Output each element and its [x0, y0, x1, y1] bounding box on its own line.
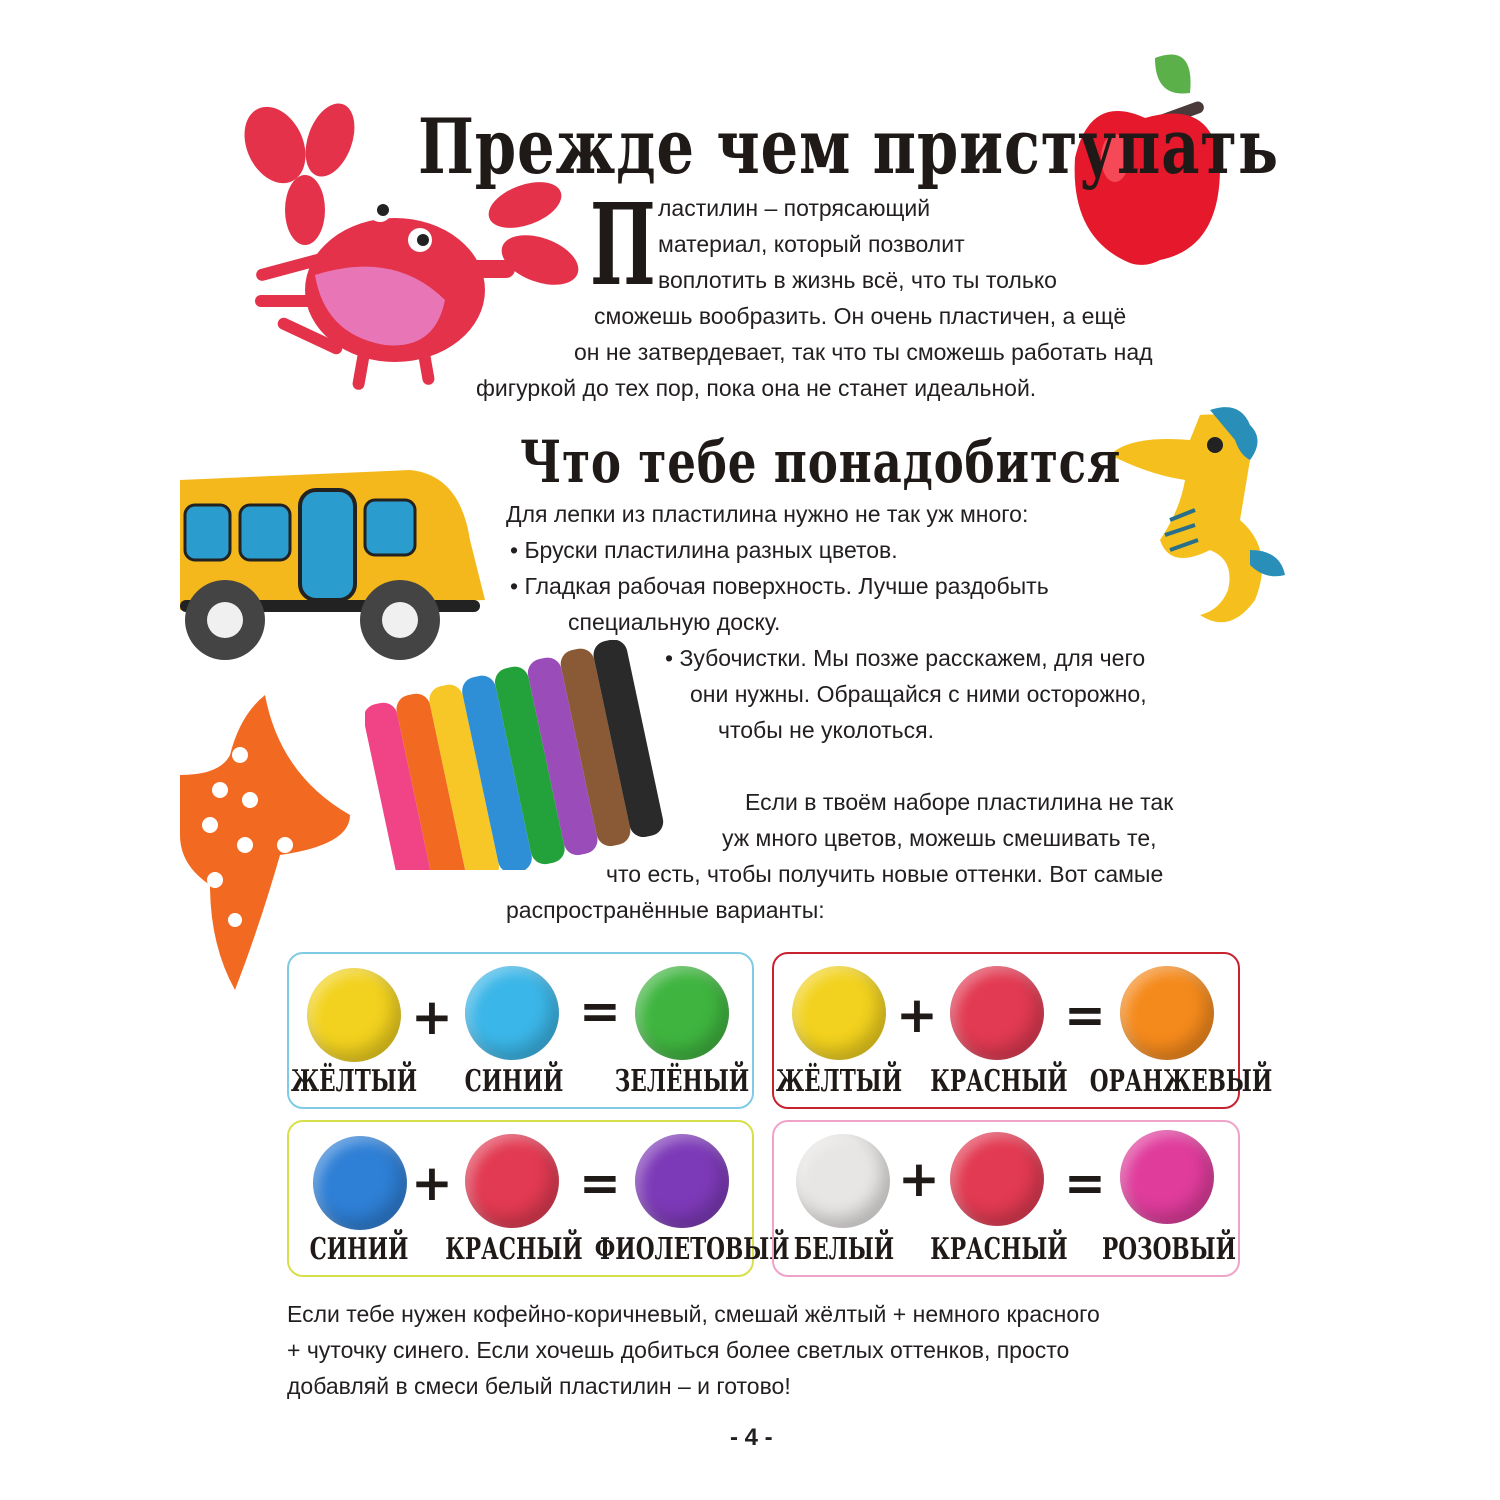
color-label: ФИОЛЕТОВЫЙ: [594, 1232, 790, 1267]
needs-item-3-cont: они нужны. Обращайся с ними осторожно,: [690, 681, 1147, 707]
page-number: - 4 -: [730, 1424, 773, 1451]
plus-sign: +: [898, 1150, 940, 1208]
mix-box-purple: [287, 1120, 790, 1277]
color-label: БЕЛЫЙ: [793, 1232, 895, 1267]
color-label: СИНИЙ: [309, 1232, 409, 1267]
mixing-intro-line-4: распространённые варианты:: [506, 897, 825, 923]
intro-line-5: он не затвердевает, так что ты сможешь работать над: [574, 339, 1153, 365]
intro-line-3: воплотить в жизнь всё, что ты только: [658, 267, 1057, 293]
intro-line-1: ластилин – потрясающий: [658, 195, 931, 221]
color-label: ЖЁЛТЫЙ: [775, 1064, 903, 1099]
plus-sign: +: [411, 1154, 453, 1212]
page-title: Прежде чем приступать: [418, 102, 1279, 191]
equals-sign: =: [1064, 986, 1106, 1044]
clay-ball-blue: [465, 966, 559, 1060]
intro-line-6: фигуркой до тех пор, пока она не станет идеальной.: [476, 375, 1037, 401]
plus-sign: +: [411, 988, 453, 1046]
tip-line-3: добавляй в смеси белый пластилин – и готово!: [287, 1373, 791, 1399]
plus-sign: +: [896, 986, 938, 1044]
clay-ball-pink: [1120, 1130, 1214, 1224]
tip-line-2: + чуточку синего. Если хочешь добиться более светлых оттенков, просто: [287, 1337, 1070, 1363]
color-label: ОРАНЖЕВЫЙ: [1089, 1064, 1273, 1099]
clay-ball-yellow: [307, 968, 401, 1062]
needs-intro: Для лепки из пластилина нужно не так уж много:: [506, 501, 1029, 527]
mixing-intro-line-3: что есть, чтобы получить новые оттенки. Вот самые: [606, 861, 1164, 887]
intro-line-4: сможешь вообразить. Он очень пластичен, а ещё: [594, 303, 1127, 329]
equals-sign: =: [579, 982, 621, 1040]
mixing-intro-line-1: Если в твоём наборе пластилина не так: [745, 789, 1174, 815]
clay-ball-red: [950, 1132, 1044, 1226]
clay-ball-white: [796, 1134, 890, 1228]
equals-sign: =: [579, 1154, 621, 1212]
tip-line-1: Если тебе нужен кофейно-коричневый, смешай жёлтый + немного красного: [287, 1301, 1100, 1327]
clay-ball-green: [635, 966, 729, 1060]
clay-ball-purple: [635, 1134, 729, 1228]
color-label: КРАСНЫЙ: [930, 1064, 1068, 1099]
clay-ball-red: [950, 966, 1044, 1060]
mix-box-orange: [772, 952, 1273, 1109]
mixing-intro-line-2: уж много цветов, можешь смешивать те,: [722, 825, 1157, 851]
needs-item-3: • Зубочистки. Мы позже расскажем, для чего: [665, 645, 1146, 671]
intro-line-2: материал, который позволит: [658, 231, 965, 257]
clay-ball-orange: [1120, 966, 1214, 1060]
clay-seahorse-illustration: [1100, 400, 1290, 640]
needs-item-1: • Бруски пластилина разных цветов.: [510, 537, 898, 563]
clay-ball-blue: [313, 1136, 407, 1230]
equals-sign: =: [1064, 1154, 1106, 1212]
section-heading-needs: Что тебе понадобится: [520, 428, 1122, 496]
color-label: СИНИЙ: [464, 1064, 564, 1099]
needs-item-3-cont2: чтобы не уколоться.: [718, 717, 934, 743]
color-label: ЖЁЛТЫЙ: [290, 1064, 418, 1099]
mix-box-pink: [772, 1120, 1240, 1277]
color-label: РОЗОВЫЙ: [1101, 1232, 1237, 1267]
needs-item-2-cont: специальную доску.: [568, 609, 781, 635]
drop-cap: П: [590, 180, 656, 311]
color-label: КРАСНЫЙ: [445, 1232, 583, 1267]
mix-box-green: [287, 952, 754, 1109]
clay-bus-illustration: [180, 460, 490, 665]
clay-starfish-illustration: [180, 695, 360, 995]
color-label: КРАСНЫЙ: [930, 1232, 1068, 1267]
clay-ball-red: [465, 1134, 559, 1228]
clay-ball-yellow: [792, 966, 886, 1060]
color-label: ЗЕЛЁНЫЙ: [614, 1064, 750, 1099]
needs-item-2: • Гладкая рабочая поверхность. Лучше раздобыть: [510, 573, 1049, 599]
